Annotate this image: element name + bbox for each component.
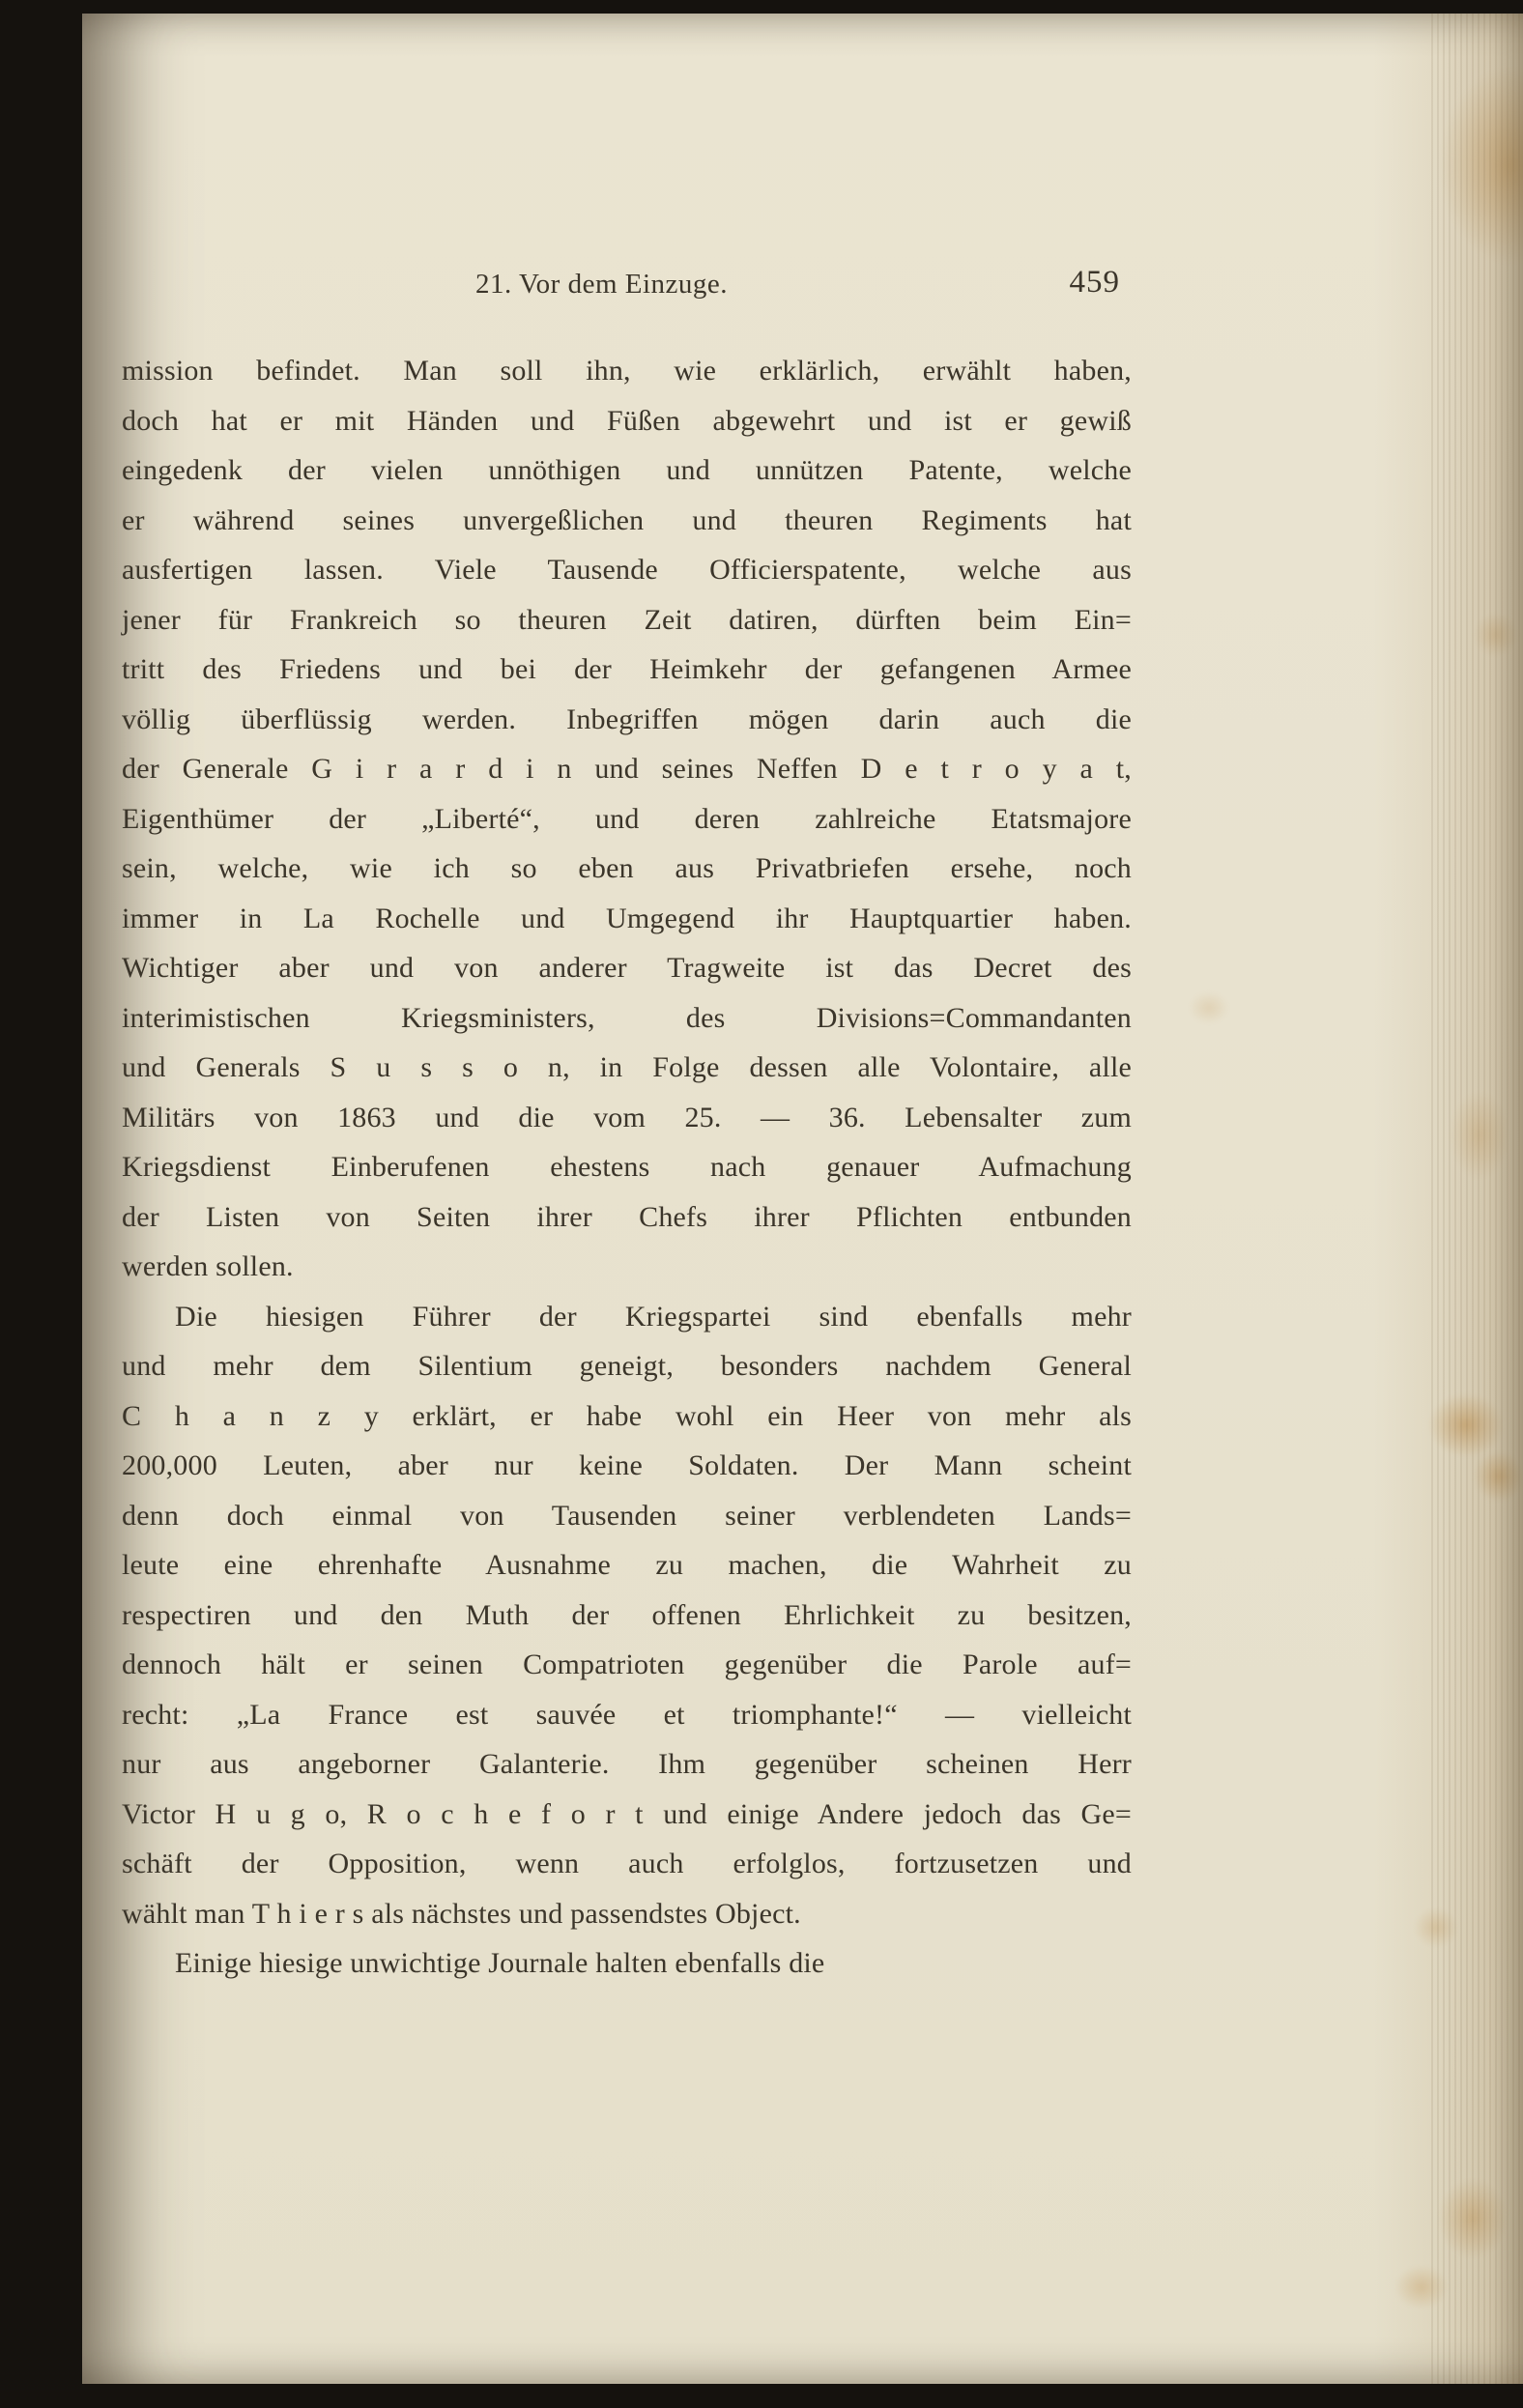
text-line: C h a n z y erklärt, er habe wohl ein Heer von mehr als [122, 1399, 1132, 1432]
text-line: leute eine ehrenhafte Ausnahme zu machen, die Wahrheit zu [122, 1549, 1132, 1581]
text-line: 200,000 Leuten, aber nur keine Soldaten. Der Mann scheint [122, 1449, 1132, 1481]
text-line: Victor H u g o, R o c h e f o r t und einige Andere jedoch das Ge= [122, 1797, 1132, 1830]
page-number: 459 [1069, 265, 1120, 300]
text-line: Einige hiesige unwichtige Journale halten ebenfalls die [175, 1947, 825, 1979]
text-line: der Generale G i r a r d i n und seines Neffen D e t r o y a t, [122, 753, 1132, 785]
text-line: Eigenthümer der „Liberté“, und deren zahlreiche Etatsmajore [122, 802, 1132, 835]
text-line: Wichtiger aber und von anderer Tragweite ist das Decret des [122, 952, 1132, 984]
text-line: Die hiesigen Führer der Kriegspartei sind ebenfalls mehr [175, 1300, 1132, 1333]
text-line: und Generals S u s s o n, in Folge dessen alle Volontaire, alle [122, 1051, 1132, 1083]
text-line: mission befindet. Man soll ihn, wie erklärlich, erwählt haben, [122, 355, 1132, 387]
text-line: doch hat er mit Händen und Füßen abgewehrt und ist er gewiß [122, 404, 1132, 437]
text-line: nur aus angeborner Galanterie. Ihm gegenüber scheinen Herr [122, 1748, 1132, 1780]
text-line: schäft der Opposition, wenn auch erfolglos, fortzusetzen und [122, 1848, 1132, 1879]
text-line: völlig überflüssig werden. Inbegriffen mögen darin auch die [122, 702, 1132, 735]
text-line: und mehr dem Silentium geneigt, besonders nachdem General [122, 1350, 1132, 1382]
page-body [122, 346, 1132, 1989]
text-line: der Listen von Seiten ihrer Chefs ihrer Pflichten entbunden [122, 1200, 1132, 1233]
text-line: ausfertigen lassen. Viele Tausende Officierspatente, welche aus [122, 554, 1132, 586]
text-line: dennoch hält er seinen Compatrioten gegenüber die Parole auf= [122, 1648, 1132, 1680]
text-line: wählt man T h i e r s als nächstes und passendstes Object. [122, 1897, 801, 1930]
text-line: recht: „La France est sauvée et triomphante!“ — vielleicht [122, 1698, 1132, 1731]
text-line: Kriegsdienst Einberufenen ehestens nach genauer Aufmachung [122, 1151, 1132, 1183]
text-line: werden sollen. [122, 1250, 294, 1282]
foxing-spot [1189, 991, 1229, 1024]
text-line: tritt des Friedens und bei der Heimkehr der gefangenen Armee [122, 653, 1132, 685]
text-line: respectiren und den Muth der offenen Ehrlichkeit zu besitzen, [122, 1598, 1132, 1631]
running-title: 21. Vor dem Einzuge. [474, 269, 729, 300]
book-page [82, 14, 1523, 2384]
text-line: immer in La Rochelle und Umgegend ihr Hauptquartier haben. [122, 902, 1132, 934]
text-line: sein, welche, wie ich so eben aus Privatbriefen ersehe, noch [122, 852, 1132, 884]
page-fore-edge [1373, 14, 1523, 2384]
text-line: jener für Frankreich so theuren Zeit datiren, dürften beim Ein= [122, 603, 1132, 636]
text-line: eingedenk der vielen unnöthigen und unnützen Patente, welche [122, 454, 1132, 486]
page-header [122, 265, 1132, 301]
text-line: er während seines unvergeßlichen und theuren Regiments hat [122, 503, 1132, 536]
text-line: denn doch einmal von Tausenden seiner verblendeten Lands= [122, 1499, 1132, 1532]
text-line: interimistischen Kriegsministers, des Divisions=Commandanten [122, 1001, 1132, 1034]
page-edge-lines [1431, 14, 1523, 2384]
text-line: Militärs von 1863 und die vom 25. — 36. Lebensalter zum [122, 1101, 1132, 1133]
